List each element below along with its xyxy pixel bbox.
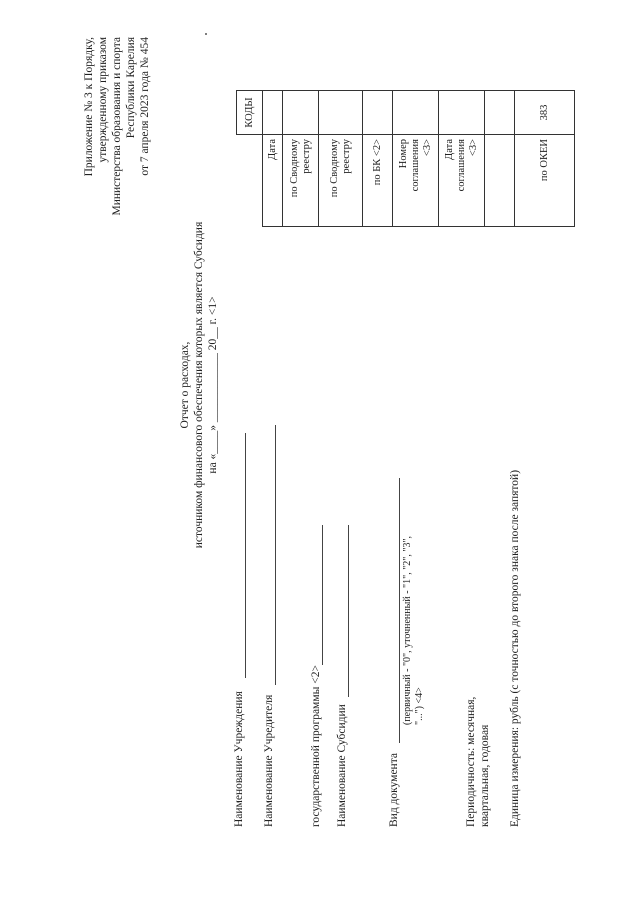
codes-row-value[interactable] <box>283 91 319 135</box>
codes-table <box>236 90 575 227</box>
field-unit-label: Единица измерения: рубль (с точностью до второго знака после запятой) <box>509 469 521 827</box>
title-line: источником финансового обеспечения которых является Субсидия <box>193 221 205 549</box>
field-institution-line[interactable] <box>245 433 246 678</box>
appendix-line: Министерства образования и спорта <box>111 37 123 216</box>
field-doc-type-line[interactable] <box>399 478 400 743</box>
field-doc-type-note: (первичный - "0", уточненный - "1", "2", "3", <box>402 535 413 725</box>
codes-row-value[interactable] <box>319 91 363 135</box>
codes-row-value[interactable] <box>393 91 439 135</box>
field-subsidy-line[interactable] <box>348 525 349 697</box>
codes-row-value[interactable] <box>439 91 485 135</box>
appendix-line: утвержденному приказом <box>97 37 109 163</box>
codes-row-value[interactable] <box>485 91 515 135</box>
codes-row-label: по Сводному реестру <box>319 135 363 227</box>
field-subsidy-label: Наименование Субсидии <box>336 704 348 827</box>
codes-row-label: Номер соглашения <3> <box>393 135 439 227</box>
field-doc-type-note: "...") <4> <box>414 687 425 725</box>
codes-header: КОДЫ <box>237 91 263 135</box>
codes-row-label: по Сводному реестру <box>283 135 319 227</box>
codes-row-label: Дата <box>263 135 283 227</box>
field-periodicity-label: квартальная, годовая <box>479 724 491 827</box>
field-doc-type-label: Вид документа <box>388 753 400 827</box>
codes-row-label: по БК <2> <box>363 135 393 227</box>
codes-row-label: Дата соглашения <3> <box>439 135 485 227</box>
codes-row-value[interactable] <box>263 91 283 135</box>
codes-row-value[interactable] <box>363 91 393 135</box>
report-title <box>178 195 220 575</box>
title-line: на «____» ____________ 20__ г. <1> <box>207 296 219 474</box>
codes-row-value: 383 <box>515 91 575 135</box>
appendix-block <box>82 37 152 277</box>
field-founder-line[interactable] <box>275 425 276 685</box>
appendix-line: Приложение № 3 к Порядку, <box>83 37 95 177</box>
field-founder-label: Наименование Учредителя <box>263 694 275 827</box>
scan-speck <box>205 33 207 35</box>
codes-row-label: по ОКЕИ <box>515 135 575 227</box>
field-periodicity-label: Периодичность: месячная, <box>465 696 477 827</box>
field-gov-program-line[interactable] <box>322 525 323 665</box>
appendix-line: Республики Карелия <box>125 37 137 139</box>
field-gov-program-label: государственной программы <2> <box>310 665 322 827</box>
codes-row-label <box>485 135 515 227</box>
appendix-line: от 7 апреля 2023 года № 454 <box>139 37 151 176</box>
field-institution-label: Наименование Учреждения <box>233 691 245 827</box>
title-line: Отчет о расходах, <box>179 341 191 429</box>
